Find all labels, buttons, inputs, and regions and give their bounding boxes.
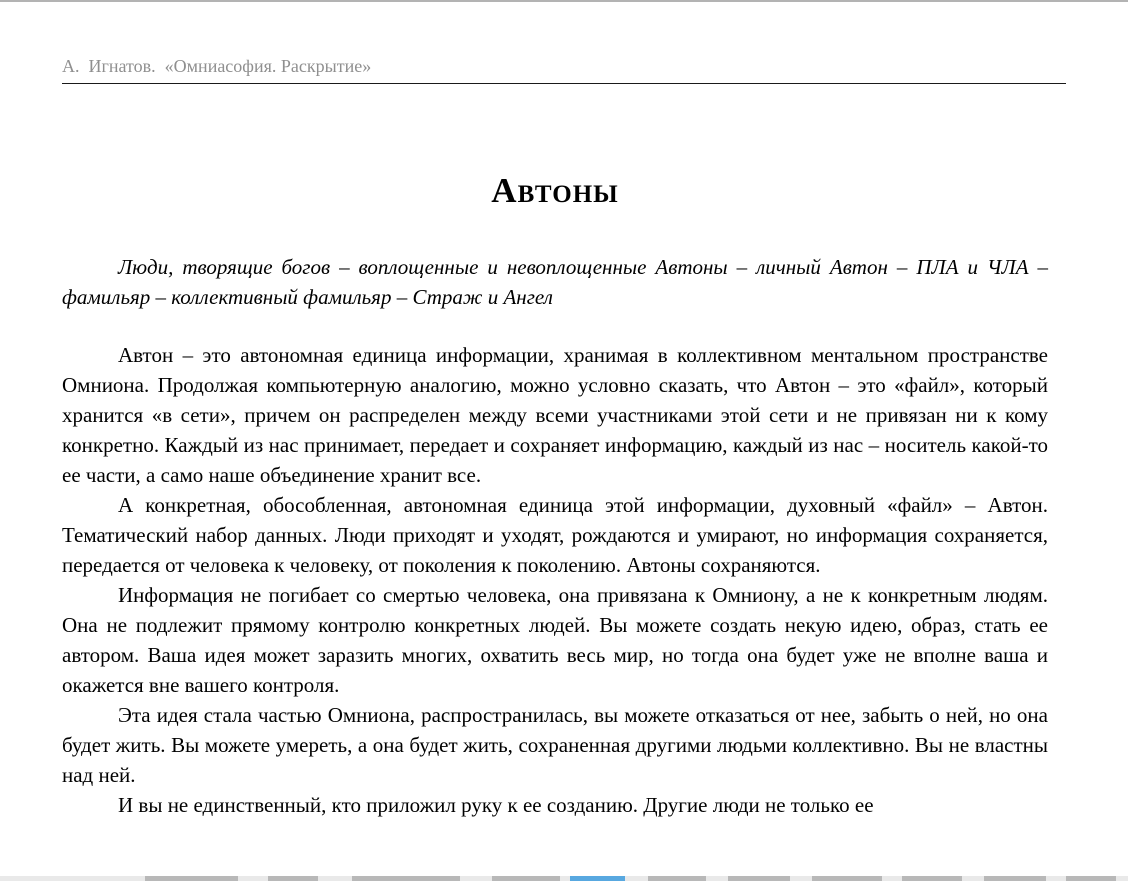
body-text [62,340,1048,820]
paragraph: Информация не погибает со смертью человека, она привязана к Омниону, а не к конкретным людям. Она не подлежит прямому контролю конкретных людей. Вы можете создать некую идею, образ, стать ее автором. Ваша идея может заразить многих, охватить весь мир, но тогда она будет уже не вполне ваша и окажется вне вашего контроля. [62,583,1048,697]
progress-mark-segment [648,876,706,881]
progress-active-segment [570,876,625,881]
progress-mark-segment [902,876,962,881]
progress-mark-segment [1066,876,1116,881]
header-rule [62,83,1066,84]
running-header: А. Игнатов. «Омниасофия. Раскрытие» [62,56,372,76]
progress-mark-segment [492,876,560,881]
bottom-progress-strip[interactable] [0,876,1128,881]
window-top-border [0,0,1128,2]
progress-mark-segment [728,876,790,881]
paragraph: Автон – это автономная единица информации, хранимая в коллективном ментальном пространстве Омниона. Продолжая компьютерную аналогию, можно условно сказать, что Автон – это «файл», который хранится «в сети», причем он распределен между всеми участниками этой сети и не привязан ни к кому конкретно. Каждый из нас принимает, передает и сохраняет информацию, каждый из нас – носитель какой-то ее части, а само наше объединение хранит все. [62,343,1048,487]
progress-mark-segment [145,876,238,881]
chapter-title: Автоны [491,171,619,210]
progress-mark-segment [984,876,1046,881]
paragraph: И вы не единственный, кто приложил руку к ее созданию. Другие люди не только ее [118,793,874,817]
paragraph: Эта идея стала частью Омниона, распространилась, вы можете отказаться от нее, забыть о ней, но она будет жить. Вы можете умереть, а она будет жить, сохраненная другими людьми коллективно. Вы не властны над ней. [62,703,1048,787]
progress-mark-segment [352,876,460,881]
progress-mark-segment [268,876,318,881]
paragraph: А конкретная, обособленная, автономная единица этой информации, духовный «файл» – Автон. Тематический набор данных. Люди приходят и уходят, рождаются и умирают, но информация сохраняется, передается от человека к человеку, от поколения к поколению. Автоны сохраняются. [62,493,1048,577]
epigraph: Люди, творящие богов – воплощенные и невоплощенные Автоны – личный Автон – ПЛА и ЧЛА – фамильяр – коллективный фамильяр – Страж и Ангел [62,255,1048,309]
progress-mark-segment [812,876,882,881]
